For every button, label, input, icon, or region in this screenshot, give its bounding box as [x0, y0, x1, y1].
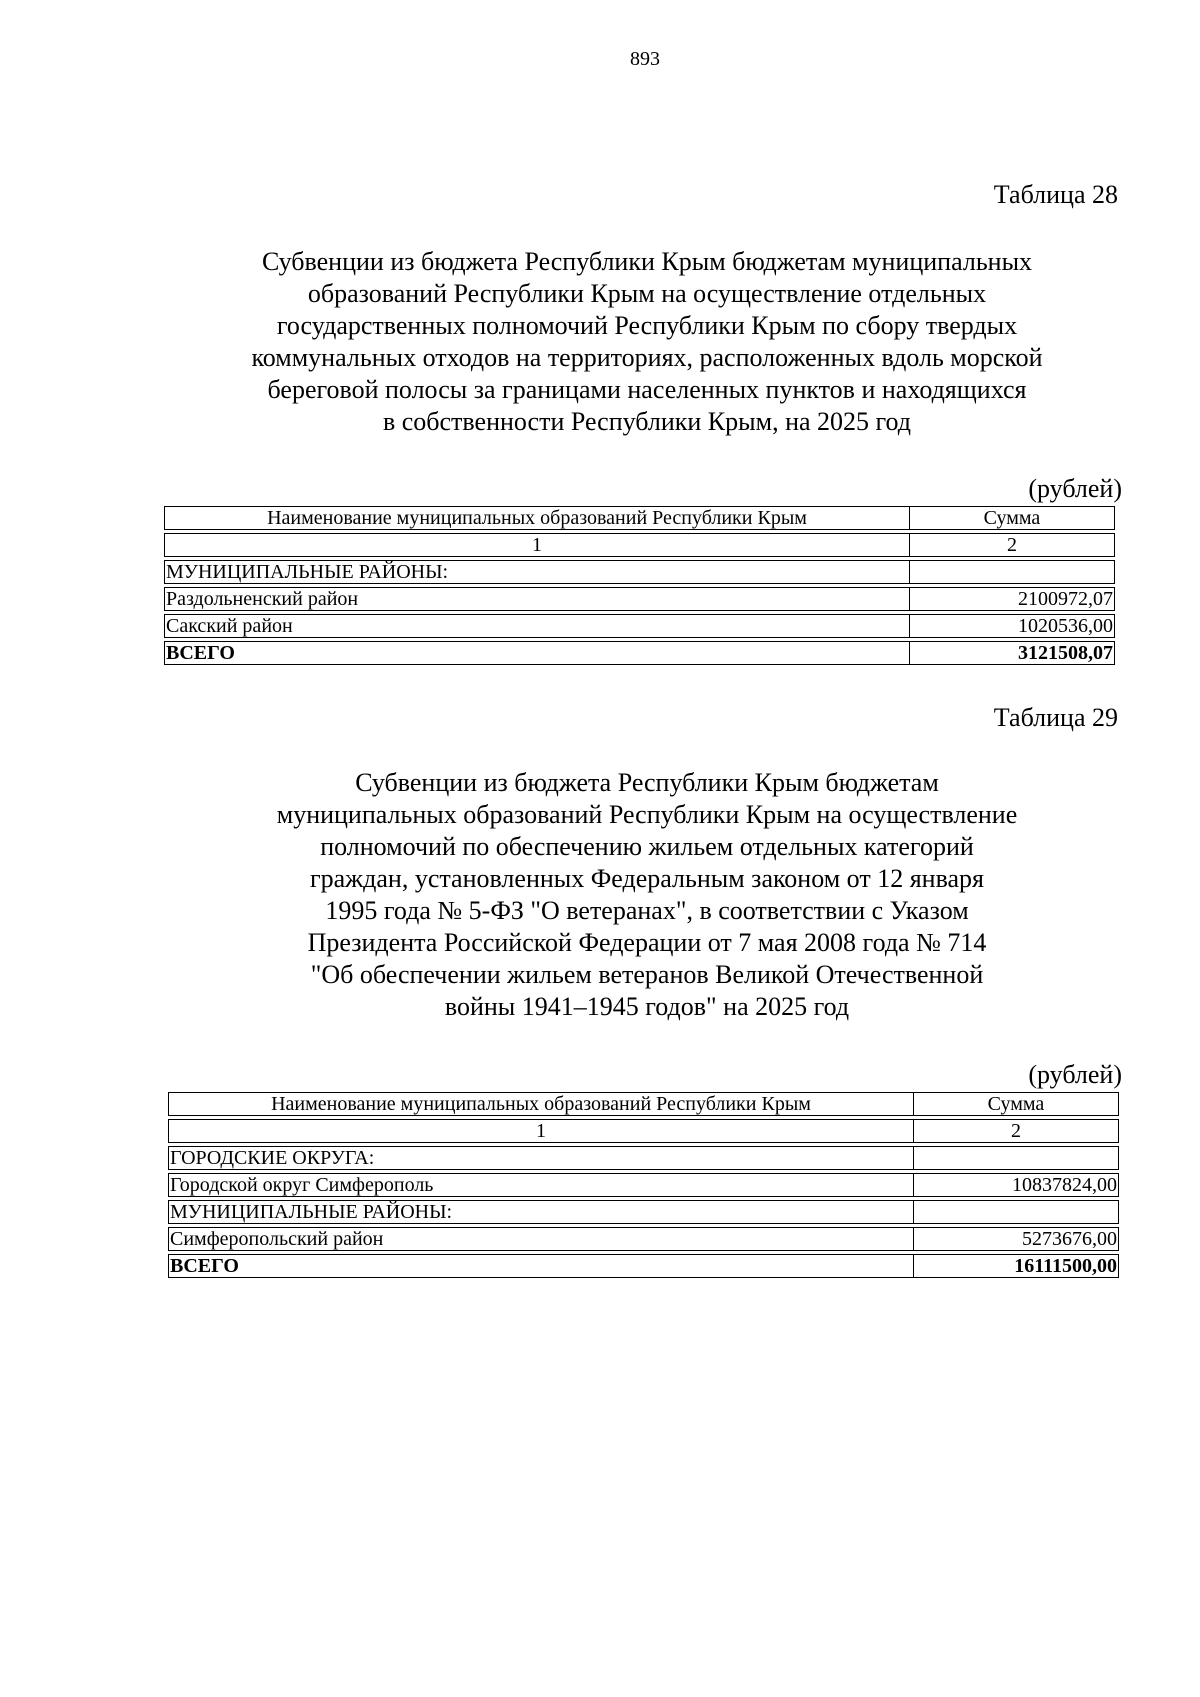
- title-line: "Об обеспечении жильем ветеранов Великой Отечественной: [310, 960, 984, 989]
- row-sum: [914, 1200, 1119, 1224]
- title-line: Субвенции из бюджета Республики Крым бюджетам муниципальных: [261, 247, 1033, 276]
- table-row: [168, 1227, 1119, 1251]
- total-sum: 3121508,07: [910, 641, 1115, 665]
- title-line: Президента Российской Федерации от 7 мая 2008 года № 714: [307, 928, 987, 957]
- row-name: Городской округ Симферополь: [168, 1173, 914, 1197]
- row-sum: 10837824,00: [914, 1173, 1119, 1197]
- table-28-label: Таблица 28: [993, 180, 1118, 209]
- table-28: [164, 503, 1115, 668]
- table-row: [168, 1173, 1119, 1197]
- row-sum: [914, 1146, 1119, 1170]
- total-name: ВСЕГО: [168, 1254, 914, 1278]
- column-number: 2: [910, 533, 1115, 557]
- title-line: Субвенции из бюджета Республики Крым бюджетам: [355, 768, 939, 797]
- row-name: Сакский район: [164, 614, 910, 638]
- table-row: [164, 587, 1115, 611]
- row-name: Раздольненский район: [164, 587, 910, 611]
- page-number: 893: [630, 48, 660, 70]
- column-number-row: [168, 1119, 1119, 1143]
- header-sum: Сумма: [910, 506, 1115, 530]
- total-row: [164, 641, 1115, 665]
- title-line: полномочий по обеспечению жильем отдельных категорий: [320, 832, 974, 861]
- table-29-units: (рублей): [1028, 1060, 1122, 1089]
- row-sum: [910, 560, 1115, 584]
- total-name: ВСЕГО: [164, 641, 910, 665]
- column-number-row: [164, 533, 1115, 557]
- table-29-label: Таблица 29: [993, 703, 1118, 732]
- row-name: МУНИЦИПАЛЬНЫЕ РАЙОНЫ:: [168, 1200, 914, 1224]
- table-row: [164, 560, 1115, 584]
- table-29-title: [150, 767, 1144, 1023]
- title-line: муниципальных образований Республики Крым на осуществление: [276, 800, 1018, 829]
- table-28-units: (рублей): [1028, 474, 1122, 503]
- title-line: образований Республики Крым на осуществление отдельных: [307, 279, 987, 308]
- total-row: [168, 1254, 1119, 1278]
- table-row: [168, 1146, 1119, 1170]
- row-name: Симферопольский район: [168, 1227, 914, 1251]
- row-sum: 1020536,00: [910, 614, 1115, 638]
- table-28-title: [150, 246, 1144, 438]
- title-line: граждан, установленных Федеральным законом от 12 января: [309, 864, 985, 893]
- header-name: Наименование муниципальных образований Республики Крым: [164, 506, 910, 530]
- total-sum: 16111500,00: [914, 1254, 1119, 1278]
- header-name: Наименование муниципальных образований Республики Крым: [168, 1092, 914, 1116]
- row-name: МУНИЦИПАЛЬНЫЕ РАЙОНЫ:: [164, 560, 910, 584]
- row-sum: 5273676,00: [914, 1227, 1119, 1251]
- title-line: береговой полосы за границами населенных пунктов и находящихся: [267, 375, 1027, 404]
- table-header-row: [164, 506, 1115, 530]
- row-name: ГОРОДСКИЕ ОКРУГА:: [168, 1146, 914, 1170]
- column-number: 1: [168, 1119, 914, 1143]
- title-line: войны 1941–1945 годов" на 2025 год: [444, 992, 850, 1021]
- table-29: [168, 1089, 1119, 1281]
- row-sum: 2100972,07: [910, 587, 1115, 611]
- column-number: 2: [914, 1119, 1119, 1143]
- title-line: коммунальных отходов на территориях, расположенных вдоль морской: [251, 343, 1043, 372]
- title-line: 1995 года № 5-ФЗ "О ветеранах", в соответствии с Указом: [325, 896, 969, 925]
- table-row: [168, 1200, 1119, 1224]
- title-line: в собственности Республики Крым, на 2025 год: [382, 407, 912, 436]
- column-number: 1: [164, 533, 910, 557]
- header-sum: Сумма: [914, 1092, 1119, 1116]
- title-line: государственных полномочий Республики Крым по сбору твердых: [276, 311, 1018, 340]
- table-row: [164, 614, 1115, 638]
- table-header-row: [168, 1092, 1119, 1116]
